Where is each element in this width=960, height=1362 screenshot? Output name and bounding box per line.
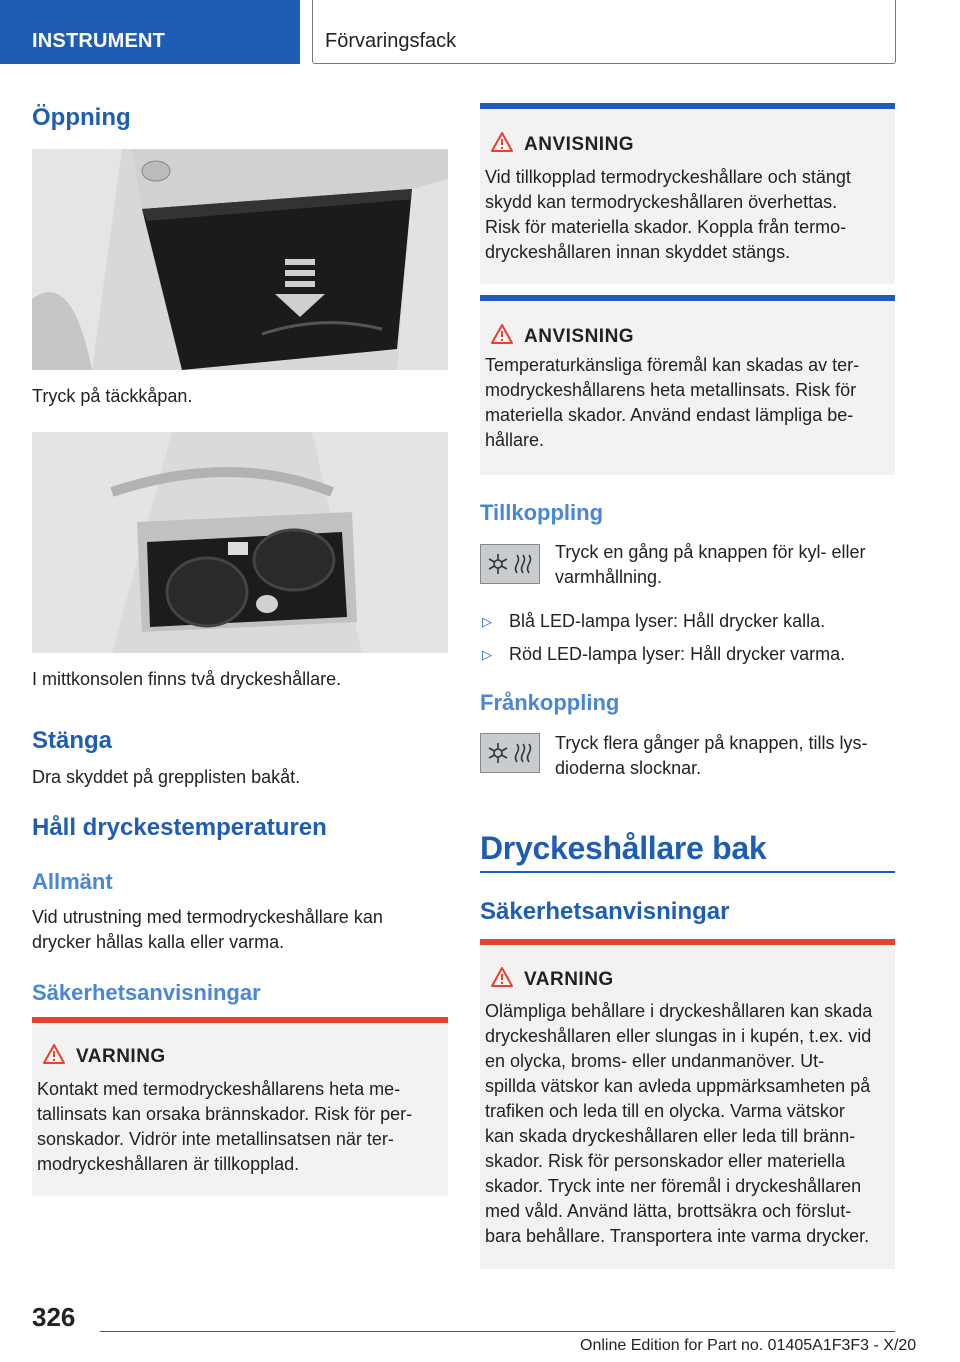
cover-photo [32, 149, 448, 370]
switch-off-heading: Frånkoppling [480, 690, 620, 715]
warning-triangle-icon [491, 324, 513, 344]
notice-title: ANVISNING [524, 326, 635, 347]
bullet-red-led: Röd LED-lampa lyser: Håll drycker varma. [509, 644, 846, 664]
triangle-bullet-icon: ▷ [482, 647, 492, 662]
warning-triangle-icon [491, 967, 513, 987]
safety-heading: Säkerhetsanvisningar [32, 980, 261, 1005]
chapter-tab [0, 0, 300, 64]
rear-holders-heading: Dryckeshållare bak [480, 830, 767, 866]
general-text: Vid utrustning med termodryckeshållare kan drycker hållas kalla eller varma. [32, 907, 383, 952]
warning-title: VARNING [76, 1046, 166, 1067]
warning-box-2 [480, 939, 895, 1269]
temperature-heading: Håll dryckestemperaturen [32, 814, 327, 841]
close-heading: Stänga [32, 727, 113, 754]
warning-bar [480, 939, 895, 945]
fan-heat-button-icon [480, 733, 540, 773]
warning-title: VARNING [524, 969, 614, 990]
warning-triangle-icon [491, 132, 513, 152]
caption-two-holders: I mittkonsolen finns två dryckeshållare. [32, 669, 342, 689]
heading-rule [480, 871, 895, 873]
notice-box-2 [480, 295, 895, 475]
notice-text: Vid tillkopplad termodryckeshållare och stängt skydd kan termodryckeshållaren överhettas. Risk för materiella skador. Koppla från termo- dryckeshållaren innan skyddet stängs. [485, 167, 851, 262]
topic-tab [312, 0, 896, 64]
notice-title: ANVISNING [524, 134, 635, 155]
notice-box-1 [480, 103, 895, 284]
warning-bar [32, 1017, 448, 1023]
close-text: Dra skyddet på grepplisten bakåt. [32, 767, 301, 787]
footer-rule [100, 1331, 895, 1332]
rear-safety-heading: Säkerhetsanvisningar [480, 898, 730, 925]
caption-press-cover: Tryck på täckkåpan. [32, 386, 193, 406]
topic-label: Förvaringsfack [325, 30, 457, 52]
notice-text: Temperaturkänsliga föremål kan skadas av ter- modryckeshållarens heta metallinsats. Risk för materiella skador. Använd endast lämpliga be- hållare. [485, 355, 860, 450]
page-number: 326 [32, 1302, 76, 1332]
edition-text: Online Edition for Part no. 01405A1F3F3 - X/20 [580, 1337, 917, 1354]
cupholder-photo [32, 432, 448, 653]
warning-text: Kontakt med termodryckeshållarens heta me- tallinsats kan orsaka brännskador. Risk för per- sonskador. Vidrör inte metallinsatsen när ter- modryckeshållaren är tillkopplad. [37, 1079, 413, 1174]
notice-bar [480, 103, 895, 109]
warning-box [32, 1017, 448, 1196]
notice-bar [480, 295, 895, 301]
switch-on-text: Tryck en gång på knappen för kyl- eller varmhållning. [555, 542, 866, 587]
bullet-blue-led: Blå LED-lampa lyser: Håll drycker kalla. [509, 611, 826, 631]
general-heading: Allmänt [32, 869, 113, 894]
triangle-bullet-icon: ▷ [482, 614, 492, 629]
switch-on-heading: Tillkoppling [480, 500, 604, 525]
fan-heat-button-icon [480, 544, 540, 584]
warning-triangle-icon [43, 1044, 65, 1064]
warning-text: Olämpliga behållare i dryckeshållaren kan skada dryckeshållaren eller slungas in i kupén, t.ex. vid en olycka, broms- eller undanmanöver. Ut- spillda vätskor kan avleda uppmärksamheten på trafiken och leda till en olycka. Varma vätskor kan skada dryckeshållaren eller leda till bränn- skador. Risk för personskador eller materiella skador. Tryck inte ner föremål i dryckeshållaren med våld. Använd lätta, brottsäkra och förslut- bara behållare. Transportera inte varma drycker. [485, 1001, 873, 1246]
opening-heading: Öppning [32, 104, 131, 131]
chapter-label: INSTRUMENT [32, 30, 166, 52]
switch-off-text: Tryck flera gånger på knappen, tills lys- dioderna slocknar. [555, 733, 868, 778]
